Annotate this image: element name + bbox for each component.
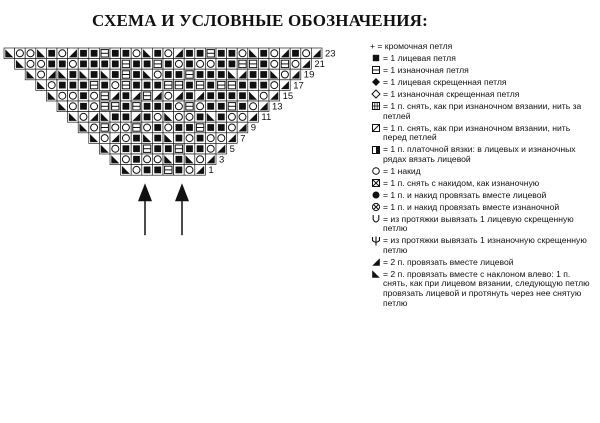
- chart-cell: [68, 59, 79, 70]
- chart-cell: [195, 90, 206, 101]
- chart-cell: [184, 133, 195, 144]
- chart-cell: [121, 69, 132, 80]
- chart-cell: [301, 59, 312, 70]
- chart-cell: [89, 133, 100, 144]
- chart-cell: [216, 48, 227, 59]
- chart-cell: [131, 112, 142, 123]
- chart-cell: [216, 80, 227, 91]
- chart-cell: [152, 90, 163, 101]
- chart-cell: [216, 69, 227, 80]
- chart-cell: [46, 80, 57, 91]
- legend-item: [370, 90, 596, 100]
- chart-cell: [248, 90, 259, 101]
- chart-cell: [99, 80, 110, 91]
- chart-cell: [89, 59, 100, 70]
- chart-cell: [121, 90, 132, 101]
- chart-cell: [152, 122, 163, 133]
- triangle-right-icon: [370, 258, 381, 267]
- chart-cell: [248, 80, 259, 91]
- chart-cell: [184, 112, 195, 123]
- chart-cell: [36, 69, 47, 80]
- chart-cell: [311, 48, 322, 59]
- chart-cell: [152, 143, 163, 154]
- chart-cell: [174, 112, 185, 123]
- chart-cell: [99, 143, 110, 154]
- repeat-arrow: [175, 183, 189, 235]
- chart-cell: [258, 90, 269, 101]
- chart-cell: [78, 80, 89, 91]
- legend-text: = 1 п. снять, как при изнаночном вязании, нить за петлей: [383, 100, 582, 121]
- chart-cell: [195, 133, 206, 144]
- chart-cell: [152, 80, 163, 91]
- chart-cell: [248, 69, 259, 80]
- chart-cell: [142, 48, 153, 59]
- chart-cell: [174, 122, 185, 133]
- chart-cell: [280, 59, 291, 70]
- square-diagonal-icon: [370, 124, 381, 133]
- chart-cell: [174, 59, 185, 70]
- chart-cell: [89, 112, 100, 123]
- chart-cell: [174, 154, 185, 165]
- chart-cell: [110, 80, 121, 91]
- chart-cell: [237, 59, 248, 70]
- chart-cell: [89, 122, 100, 133]
- square-grid-icon: [370, 102, 381, 111]
- row-number: 3: [219, 154, 225, 166]
- chart-cell: [57, 101, 68, 112]
- legend-item: [370, 258, 596, 268]
- chart-cell: [99, 133, 110, 144]
- legend-item: [370, 124, 596, 143]
- chart-cell: [110, 122, 121, 133]
- chart-cell: [121, 112, 132, 123]
- legend-item: [370, 78, 596, 88]
- chart-cell: [78, 69, 89, 80]
- chart-cell: [216, 59, 227, 70]
- row-number: 11: [261, 112, 272, 124]
- chart-cell: [184, 154, 195, 165]
- chart-cell: [131, 59, 142, 70]
- chart-cell: [174, 133, 185, 144]
- chart-cell: [152, 69, 163, 80]
- chart-cell: [290, 69, 301, 80]
- chart-cell: [121, 165, 132, 176]
- chart-cell: [184, 90, 195, 101]
- chart-cell: [174, 165, 185, 176]
- chart-cell: [57, 69, 68, 80]
- legend-text: = 1 п. и накид провязать вместе изнаночной: [383, 201, 560, 212]
- chart-cell: [46, 90, 57, 101]
- chart-cell: [258, 59, 269, 70]
- chart-cell: [46, 48, 57, 59]
- chart-cell: [205, 143, 216, 154]
- legend-item: [370, 66, 596, 76]
- chart-cell: [163, 122, 174, 133]
- row-number: 23: [325, 48, 336, 60]
- chart-cell: [142, 90, 153, 101]
- chart-cell: [68, 90, 79, 101]
- chart-cell: [25, 59, 36, 70]
- chart-cell: [248, 101, 259, 112]
- legend-text: = 1 изнаночная петля: [383, 64, 469, 75]
- chart-cell: [110, 143, 121, 154]
- chart-cell: [68, 69, 79, 80]
- chart-cell: [195, 154, 206, 165]
- chart-cell: [280, 69, 291, 80]
- chart-cell: [121, 122, 132, 133]
- chart-cell: [99, 69, 110, 80]
- chart-cell: [248, 48, 259, 59]
- circle-filled-icon: [370, 191, 381, 200]
- chart-cell: [163, 59, 174, 70]
- chart-cell: [99, 112, 110, 123]
- chart-cell: [205, 101, 216, 112]
- chart-cell: [131, 122, 142, 133]
- legend-item: [370, 102, 596, 121]
- circle-outline-icon: [370, 167, 381, 176]
- chart-cell: [99, 90, 110, 101]
- legend-text: = 1 п. платочной вязки: в лицевых и изнаночных рядах вязать лицевой: [383, 144, 576, 164]
- chart-cell: [237, 101, 248, 112]
- chart-cell: [110, 112, 121, 123]
- chart-cell: [174, 90, 185, 101]
- legend-item: [370, 145, 596, 164]
- chart-cell: [36, 59, 47, 70]
- chart-cell: [205, 122, 216, 133]
- chart-cell: [152, 133, 163, 144]
- chart-cell: [89, 101, 100, 112]
- legend-item: [370, 42, 596, 52]
- legend-text: = 2 п. провязать вместе с наклоном влево: 1 п. снять, как при лицевом вязании, следующую петлю провязать лицевой и протянуть через нее снятую петлю: [383, 268, 590, 308]
- chart-cell: [258, 69, 269, 80]
- chart-cell: [174, 80, 185, 91]
- chart-cell: [280, 48, 291, 59]
- chart-cell: [184, 101, 195, 112]
- legend-item: [370, 270, 596, 308]
- chart-cell: [89, 80, 100, 91]
- chart-cell: [99, 122, 110, 133]
- legend-text: = 1 лицевая петля: [383, 52, 456, 63]
- circle-x-icon: [370, 203, 381, 212]
- chart-cell: [142, 112, 153, 123]
- half-filled-square-icon: [370, 145, 381, 154]
- triangle-left-icon: [370, 270, 381, 279]
- chart-cell: [57, 48, 68, 59]
- chart-cell: [152, 165, 163, 176]
- chart-cell: [205, 80, 216, 91]
- chart-cell: [89, 69, 100, 80]
- chart-cell: [184, 143, 195, 154]
- chart-cell: [99, 59, 110, 70]
- chart-cell: [131, 165, 142, 176]
- chart-cell: [131, 80, 142, 91]
- chart-cell: [280, 80, 291, 91]
- chart-cell: [205, 69, 216, 80]
- diamond-filled-icon: [370, 78, 381, 87]
- chart-cell: [121, 59, 132, 70]
- chart-cell: [227, 90, 238, 101]
- chart-cell: [163, 101, 174, 112]
- legend-text: = 1 накид: [383, 165, 421, 176]
- legend-text: = 1 изнаночная скрещенная петля: [383, 88, 520, 99]
- chart-cell: [78, 101, 89, 112]
- chart-cell: [205, 59, 216, 70]
- chart-cell: [195, 48, 206, 59]
- chart-cell: [227, 59, 238, 70]
- legend: [370, 42, 596, 311]
- legend-text: = 1 лицевая скрещенная петля: [383, 76, 507, 87]
- chart-cell: [152, 48, 163, 59]
- chart-cell: [121, 101, 132, 112]
- chart-cell: [68, 101, 79, 112]
- chart-cell: [174, 143, 185, 154]
- chart-cell: [25, 48, 36, 59]
- row-number: 21: [314, 59, 325, 71]
- chart-cell: [78, 59, 89, 70]
- chart-cell: [205, 154, 216, 165]
- legend-item: [370, 54, 596, 64]
- chart-cell: [216, 90, 227, 101]
- chart-cell: [258, 48, 269, 59]
- chart-cell: [46, 59, 57, 70]
- chart-cell: [110, 101, 121, 112]
- chart-cell: [184, 165, 195, 176]
- chart-cell: [142, 59, 153, 70]
- chart-cell: [205, 133, 216, 144]
- chart-cell: [258, 101, 269, 112]
- u-shape-icon: [370, 215, 381, 224]
- knitting-chart: [0, 40, 360, 250]
- chart-cell: [142, 69, 153, 80]
- chart-cell: [68, 80, 79, 91]
- chart-cell: [237, 48, 248, 59]
- chart-cell: [227, 122, 238, 133]
- chart-cell: [131, 69, 142, 80]
- psi-icon: [370, 236, 381, 245]
- chart-cell: [248, 112, 259, 123]
- chart-cell: [216, 122, 227, 133]
- chart-cell: [152, 59, 163, 70]
- chart-cell: [195, 165, 206, 176]
- legend-item: [370, 215, 596, 234]
- legend-text: = 1 п. снять с накидом, как изнаночную: [383, 177, 540, 188]
- chart-cell: [36, 80, 47, 91]
- chart-cell: [184, 122, 195, 133]
- chart-cell: [216, 112, 227, 123]
- chart-cell: [227, 101, 238, 112]
- chart-cell: [131, 90, 142, 101]
- chart-cell: [174, 48, 185, 59]
- legend-text: = 1 п. снять, как при изнаночном вязании, нить перед петлей: [383, 122, 571, 143]
- chart-cell: [290, 48, 301, 59]
- chart-cell: [142, 101, 153, 112]
- chart-cell: [195, 143, 206, 154]
- chart-cell: [269, 69, 280, 80]
- row-number: 13: [272, 101, 283, 113]
- chart-cell: [216, 101, 227, 112]
- row-number: 17: [293, 80, 304, 92]
- chart-cell: [269, 48, 280, 59]
- legend-item: [370, 179, 596, 189]
- chart-cell: [227, 112, 238, 123]
- chart-cell: [184, 48, 195, 59]
- chart-cell: [131, 154, 142, 165]
- chart-cell: [269, 90, 280, 101]
- chart-cell: [163, 80, 174, 91]
- legend-item: [370, 236, 596, 255]
- chart-cell: [195, 112, 206, 123]
- chart-cell: [68, 48, 79, 59]
- repeat-arrow: [138, 183, 152, 235]
- chart-cell: [237, 90, 248, 101]
- chart-cell: [184, 69, 195, 80]
- chart-cell: [110, 90, 121, 101]
- chart-cell: [121, 143, 132, 154]
- chart-cell: [78, 112, 89, 123]
- chart-cell: [36, 48, 47, 59]
- row-number: 5: [229, 143, 235, 155]
- chart-cell: [142, 143, 153, 154]
- chart-cell: [78, 48, 89, 59]
- legend-text: + = кромочная петля: [370, 41, 453, 51]
- chart-cell: [237, 122, 248, 133]
- chart-cell: [269, 59, 280, 70]
- chart-cell: [163, 90, 174, 101]
- chart-cell: [216, 143, 227, 154]
- chart-cell: [89, 90, 100, 101]
- chart-cell: [46, 69, 57, 80]
- chart-cell: [205, 112, 216, 123]
- chart-cell: [227, 69, 238, 80]
- chart-cell: [301, 48, 312, 59]
- chart-cell: [152, 154, 163, 165]
- chart-cell: [110, 154, 121, 165]
- chart-cell: [89, 48, 100, 59]
- chart-cell: [163, 48, 174, 59]
- chart-cell: [110, 133, 121, 144]
- chart-cell: [205, 48, 216, 59]
- legend-text: = из протяжки вывязать 1 лицевую скрещенную петлю: [383, 213, 574, 234]
- chart-cell: [290, 59, 301, 70]
- legend-text: = 1 п. и накид провязать вместе лицевой: [383, 189, 547, 200]
- chart-cell: [121, 154, 132, 165]
- chart-cell: [121, 133, 132, 144]
- chart-cell: [184, 59, 195, 70]
- chart-cell: [174, 101, 185, 112]
- chart-cell: [184, 80, 195, 91]
- legend-text: = из протяжки вывязать 1 изнаночную скрещенную петлю: [383, 235, 587, 255]
- chart-cell: [99, 48, 110, 59]
- square-x-icon: [370, 179, 381, 188]
- chart-cell: [110, 48, 121, 59]
- chart-cell: [25, 69, 36, 80]
- row-number: 7: [240, 133, 246, 145]
- chart-cell: [258, 80, 269, 91]
- legend-item: [370, 167, 596, 177]
- chart-cell: [163, 143, 174, 154]
- chart-cell: [152, 112, 163, 123]
- legend-item: [370, 203, 596, 213]
- chart-cell: [195, 122, 206, 133]
- chart-cell: [57, 59, 68, 70]
- chart-cell: [99, 101, 110, 112]
- chart-cell: [131, 143, 142, 154]
- diamond-outline-icon: [370, 90, 381, 99]
- chart-cell: [237, 80, 248, 91]
- chart-cell: [205, 90, 216, 101]
- chart-cell: [163, 69, 174, 80]
- chart-cell: [174, 69, 185, 80]
- row-number: 15: [282, 90, 294, 102]
- chart-cell: [248, 59, 259, 70]
- chart-cell: [142, 133, 153, 144]
- chart-cell: [195, 101, 206, 112]
- chart-cell: [163, 165, 174, 176]
- chart-cell: [195, 59, 206, 70]
- chart-cell: [195, 69, 206, 80]
- square-with-line-icon: [370, 66, 381, 75]
- legend-text: = 2 п. провязать вместе лицевой: [383, 256, 514, 267]
- chart-cell: [131, 48, 142, 59]
- chart-cell: [227, 80, 238, 91]
- chart-cell: [269, 80, 280, 91]
- chart-cell: [163, 154, 174, 165]
- chart-cell: [110, 69, 121, 80]
- chart-cell: [57, 80, 68, 91]
- chart-cell: [227, 48, 238, 59]
- chart-cell: [131, 101, 142, 112]
- repeat-arrows: [138, 183, 189, 235]
- chart-cell: [78, 122, 89, 133]
- chart-cell: [237, 112, 248, 123]
- chart-cell: [142, 80, 153, 91]
- row-number: 19: [303, 69, 315, 81]
- chart-cell: [142, 122, 153, 133]
- chart-cell: [131, 133, 142, 144]
- chart-cell: [195, 80, 206, 91]
- chart-cell: [110, 59, 121, 70]
- chart-cell: [4, 48, 15, 59]
- row-number: 1: [208, 165, 214, 177]
- chart-cell: [216, 133, 227, 144]
- chart-cell: [15, 59, 26, 70]
- chart-cell: [152, 101, 163, 112]
- chart-cell: [121, 80, 132, 91]
- chart-cell: [68, 112, 79, 123]
- chart-cell: [142, 154, 153, 165]
- page-title: СХЕМА И УСЛОВНЫЕ ОБОЗНАЧЕНИЯ:: [92, 11, 429, 30]
- filled-square-icon: [370, 54, 381, 63]
- chart-cell: [163, 112, 174, 123]
- chart-cell: [57, 90, 68, 101]
- chart-cell: [78, 90, 89, 101]
- chart-cell: [237, 69, 248, 80]
- chart-cell: [163, 133, 174, 144]
- legend-item: [370, 191, 596, 201]
- row-number: 9: [250, 122, 257, 134]
- chart-cell: [15, 48, 26, 59]
- chart-cell: [142, 165, 153, 176]
- chart-cell: [121, 48, 132, 59]
- chart-cell: [227, 133, 238, 144]
